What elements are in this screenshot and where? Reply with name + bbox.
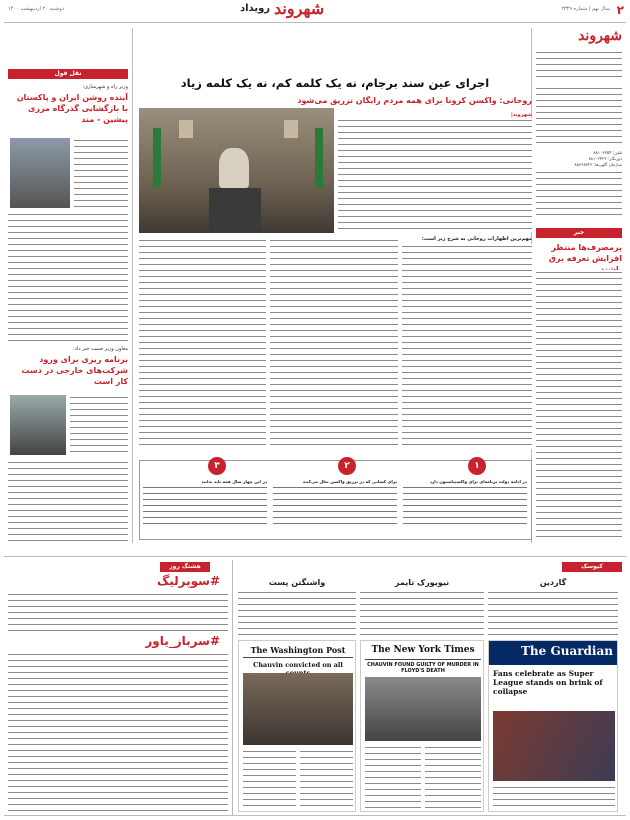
contact-line: تلفن: ۸۸۱۰۳۳۵۴ (593, 150, 622, 155)
contact-line: دورنگار: ۸۸۱۰۲۴۲۳ (588, 156, 622, 161)
hashtag-tag: هشتگ روز (160, 562, 210, 572)
section-label: رویداد (240, 3, 271, 14)
paper-headline: CHAUVIN FOUND GUILTY OF MURDER IN FLOYD'S DEATH (367, 662, 479, 674)
lead-byline: شهروند| (510, 112, 532, 118)
quote-title-1: آینده روشن ایران و پاکستان با بازگشایی گذرگاه مرزی پیشین - مند (16, 93, 128, 124)
number-badge: ۲ (338, 457, 356, 475)
guardian-front-page (488, 640, 618, 812)
paper-label: نیویورک تایمز (394, 578, 450, 587)
numbered-text: در این چهار سال همه باید بدانند (201, 479, 267, 484)
paper-headline: Fans celebrate as Super League stands on brink of collapse (493, 669, 603, 696)
number-badge: ۱ (468, 457, 486, 475)
lead-headline: اجرای عین سند برجام، نه یک کلمه کم، نه یک کلمه زیاد (180, 76, 490, 90)
date-info: دوشنبه ۲۰ اردیبهشت ۱۴۰۰ (8, 6, 65, 12)
paper-headline: Chauvin convicted on all (253, 661, 343, 669)
lead-body-col-2 (270, 238, 398, 449)
hashtag-2: #سرباز_یاور (145, 634, 220, 648)
masthead-logo: شهروند (274, 0, 325, 18)
paper-label: واشنگتن پست (268, 578, 326, 587)
paper-label: گاردین (539, 578, 567, 587)
contact-line: سازمان آگهی‌ها: ۸۸۳۶۸۷۲۲ (574, 162, 622, 167)
issue-info: سال نهم | شماره ۲۳۴۹ (561, 6, 610, 12)
lead-intro-body (338, 118, 532, 232)
news-body (536, 270, 622, 540)
lead-body-col-1 (402, 244, 532, 449)
lead-body-col-3 (139, 238, 266, 449)
minister-photo-1 (10, 138, 70, 208)
paper-masthead: The Washington Post (250, 645, 346, 655)
numbered-text: برای کسانی که در تزریق واکسن تعلل می‌کنند (302, 479, 397, 484)
nyt-front-page (360, 640, 484, 812)
quote-caption-1: وزیر راه و شهرسازی: (82, 84, 128, 90)
news-title: پرمصرف‌ها منتظر افزایش تعرفه برق (548, 243, 622, 263)
wapo-front-page (238, 640, 356, 812)
header-rule (4, 22, 626, 23)
lead-photo (139, 108, 334, 233)
hashtag-1: #سوپرلیگ (156, 574, 220, 588)
news-tag: خبر (536, 228, 622, 238)
quote-tag: نقل قول (8, 69, 128, 79)
numbered-box (139, 460, 532, 540)
page-number: ۲ (616, 3, 624, 17)
masthead-box (536, 28, 622, 223)
lead-subhead: روحانی: واکسن کرونا برای همه مردم رایگان تزریق می‌شود (297, 96, 532, 105)
quote-title-2: برنامه ریزی برای ورود شرکت‌های خارجی در دست کار است (21, 355, 128, 386)
minister-photo-2 (10, 395, 66, 455)
numbered-text: در ادامه دولت برنامه‌ای برای واکسیناسیون دارد (429, 479, 527, 484)
number-badge: ۳ (208, 457, 226, 475)
paper-masthead: The Guardian (521, 644, 613, 658)
kiosk-tag: کیوسک (562, 562, 622, 572)
paper-masthead: The New York Times (371, 645, 475, 655)
quote-caption-2: معاون وزیر صمت خبر داد: (73, 346, 128, 352)
info-title: شهروند (578, 28, 622, 44)
lead-subtitle-2: مهم‌ترین اظهارات روحانی به شرح زیر است: (421, 236, 532, 242)
